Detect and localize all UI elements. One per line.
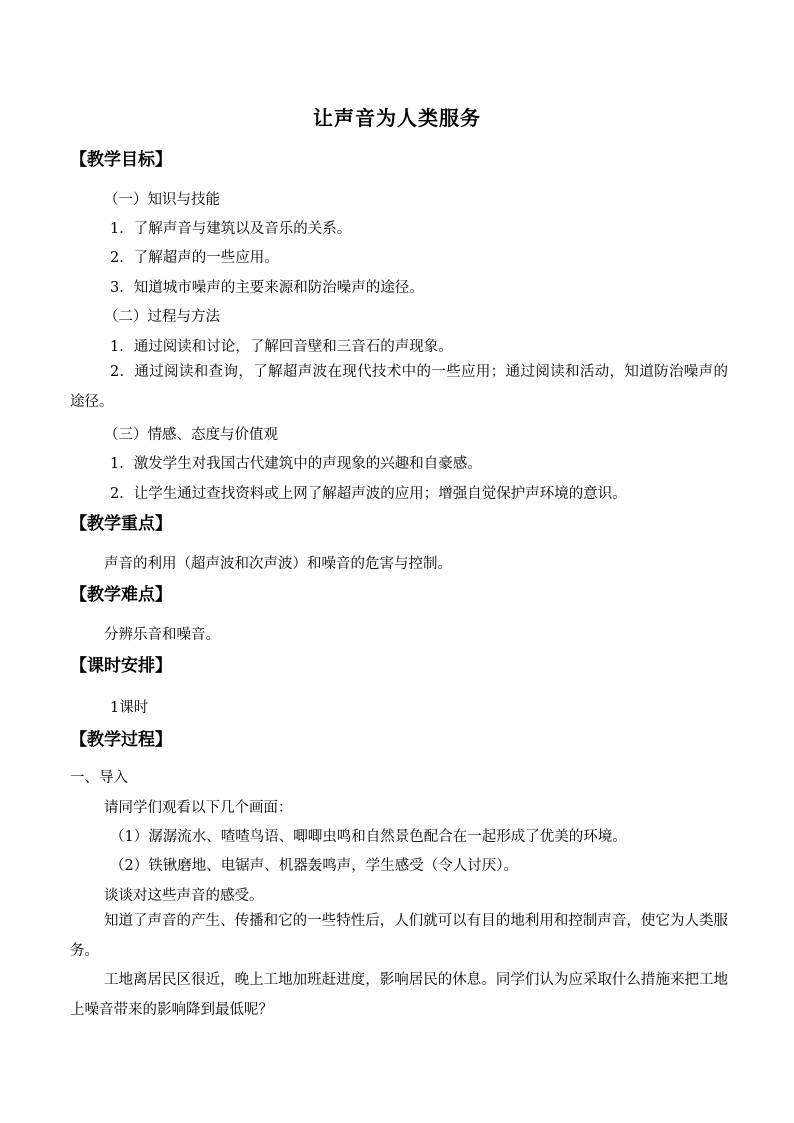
objectives-part2-item: 1．通过阅读和讨论，了解回音壁和三音石的声现象。 bbox=[110, 339, 453, 355]
process-talk: 谈谈对这些声音的感受。 bbox=[104, 888, 264, 904]
process-step-title: 一、导入 bbox=[70, 770, 128, 786]
process-heading: 【教学过程】 bbox=[70, 730, 172, 750]
objectives-part1-title: （一）知识与技能 bbox=[104, 192, 220, 208]
objectives-heading: 【教学目标】 bbox=[70, 150, 172, 170]
objectives-part2-item: 2．通过阅读和查询，了解超声波在现代技术中的一些应用；通过阅读和活动，知道防治噪声的途径。 bbox=[70, 364, 728, 410]
objectives-part2-title: （二）过程与方法 bbox=[104, 309, 220, 325]
key-points-heading: 【教学重点】 bbox=[70, 514, 172, 534]
schedule-text: 1课时 bbox=[110, 700, 149, 716]
schedule-heading: 【课时安排】 bbox=[70, 656, 172, 676]
process-paragraph: 知道了声音的产生、传播和它的一些特性后，人们就可以有目的地利用和控制声音，使它为人类服务。 bbox=[70, 913, 728, 959]
objectives-part1-item: 2．了解超声的一些应用。 bbox=[110, 250, 279, 266]
objectives-part3-item: 1．激发学生对我国古代建筑中的声现象的兴趣和自豪感。 bbox=[110, 456, 482, 472]
process-intro: 请同学们观看以下几个画面： bbox=[104, 800, 293, 816]
difficulties-heading: 【教学难点】 bbox=[70, 585, 172, 605]
document-title: 让声音为人类服务 bbox=[313, 106, 481, 130]
process-scene: （2）铁锹磨地、电锯声、机器轰鸣声，学生感受（令人讨厌）。 bbox=[110, 858, 518, 874]
difficulties-text: 分辨乐音和噪音。 bbox=[104, 627, 220, 643]
objectives-part1-item: 3．知道城市噪声的主要来源和防治噪声的途径。 bbox=[110, 280, 424, 296]
objectives-part1-item: 1．了解声音与建筑以及音乐的关系。 bbox=[110, 221, 352, 237]
process-paragraph: 工地离居民区很近，晚上工地加班赶进度，影响居民的休息。同学们认为应采取什么措施来把工地上噪音带来的影响降到最低呢？ bbox=[70, 972, 728, 1018]
objectives-part3-title: （三）情感、态度与价值观 bbox=[104, 427, 278, 443]
process-scene: （1）潺潺流水、喳喳鸟语、唧唧虫鸣和自然景色配合在一起形成了优美的环境。 bbox=[110, 829, 627, 845]
key-points-text: 声音的利用（超声波和次声波）和噪音的危害与控制。 bbox=[104, 556, 452, 572]
objectives-part3-item: 2．让学生通过查找资料或上网了解超声波的应用；增强自觉保护声环境的意识。 bbox=[110, 486, 627, 502]
